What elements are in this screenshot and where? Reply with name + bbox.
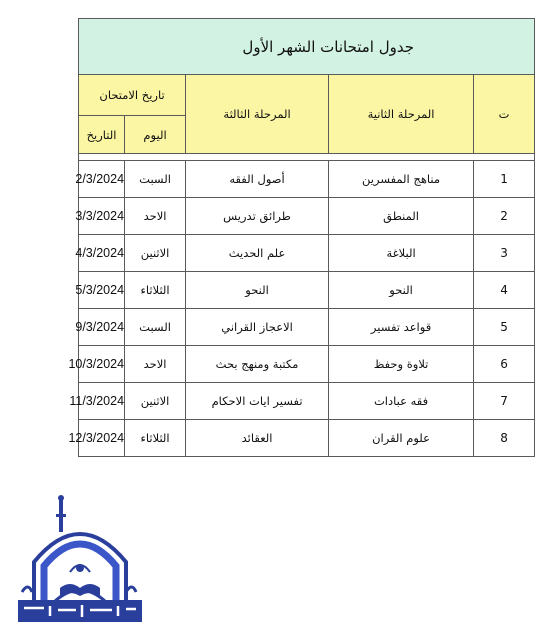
cell-day: الاثنين [125,383,186,420]
table-row [79,161,535,198]
cell-stage2: علوم القران [329,420,474,457]
cell-stage2: قواعد تفسير [329,309,474,346]
cell-date: 11/3/2024 [79,383,125,420]
cell-stage3: النحو [186,272,329,309]
cell-index: 1 [474,161,535,198]
cell-stage2: البلاغة [329,235,474,272]
cell-index: 8 [474,420,535,457]
table-body [68,161,535,457]
cell-day: الاحد [125,346,186,383]
cell-stage2: النحو [329,272,474,309]
cell-date: 9/3/2024 [79,309,125,346]
table-title: جدول امتحانات الشهر الأول [79,19,535,75]
cell-index: 6 [474,346,535,383]
table-row [79,420,535,457]
table-row [79,235,535,272]
cell-stage2: المنطق [329,198,474,235]
cell-day: الاثنين [125,235,186,272]
cell-date: 3/3/2024 [79,198,125,235]
cell-stage3: الاعجاز القراني [186,309,329,346]
cell-day: الاحد [125,198,186,235]
cell-stage3: أصول الفقه [186,161,329,198]
cell-stage2: فقه عبادات [329,383,474,420]
cell-day: الثلاثاء [125,272,186,309]
table-row [79,272,535,309]
cell-stage2: تلاوة وحفظ [329,346,474,383]
table-row [79,198,535,235]
exam-table [68,18,535,457]
header-stage3: المرحلة الثالثة [186,75,329,154]
cell-stage3: طرائق تدريس [186,198,329,235]
cell-date: 10/3/2024 [79,346,125,383]
cell-day: السبت [125,161,186,198]
header-exam-date: تاريخ الامتحان [79,75,186,116]
cell-stage2: مناهج المفسرين [329,161,474,198]
header-day: اليوم [125,116,186,154]
cell-stage3: العقائد [186,420,329,457]
header-date: التاريخ [79,116,125,154]
cell-index: 7 [474,383,535,420]
cell-date: 12/3/2024 [79,420,125,457]
cell-index: 3 [474,235,535,272]
table-row [79,383,535,420]
cell-stage3: مكتبة ومنهج بحث [186,346,329,383]
cell-date: 4/3/2024 [79,235,125,272]
cell-stage3: علم الحديث [186,235,329,272]
cell-day: السبت [125,309,186,346]
college-seal-icon [14,492,146,626]
cell-date: 2/3/2024 [79,161,125,198]
cell-index: 4 [474,272,535,309]
cell-day: الثلاثاء [125,420,186,457]
header-gap [79,154,535,161]
table-row [79,346,535,383]
exam-schedule [68,18,534,457]
table-row [79,309,535,346]
cell-stage3: تفسير ايات الاحكام [186,383,329,420]
header-stage2: المرحلة الثانية [329,75,474,154]
cell-index: 5 [474,309,535,346]
cell-index: 2 [474,198,535,235]
cell-date: 5/3/2024 [79,272,125,309]
header-index: ت [474,75,535,154]
